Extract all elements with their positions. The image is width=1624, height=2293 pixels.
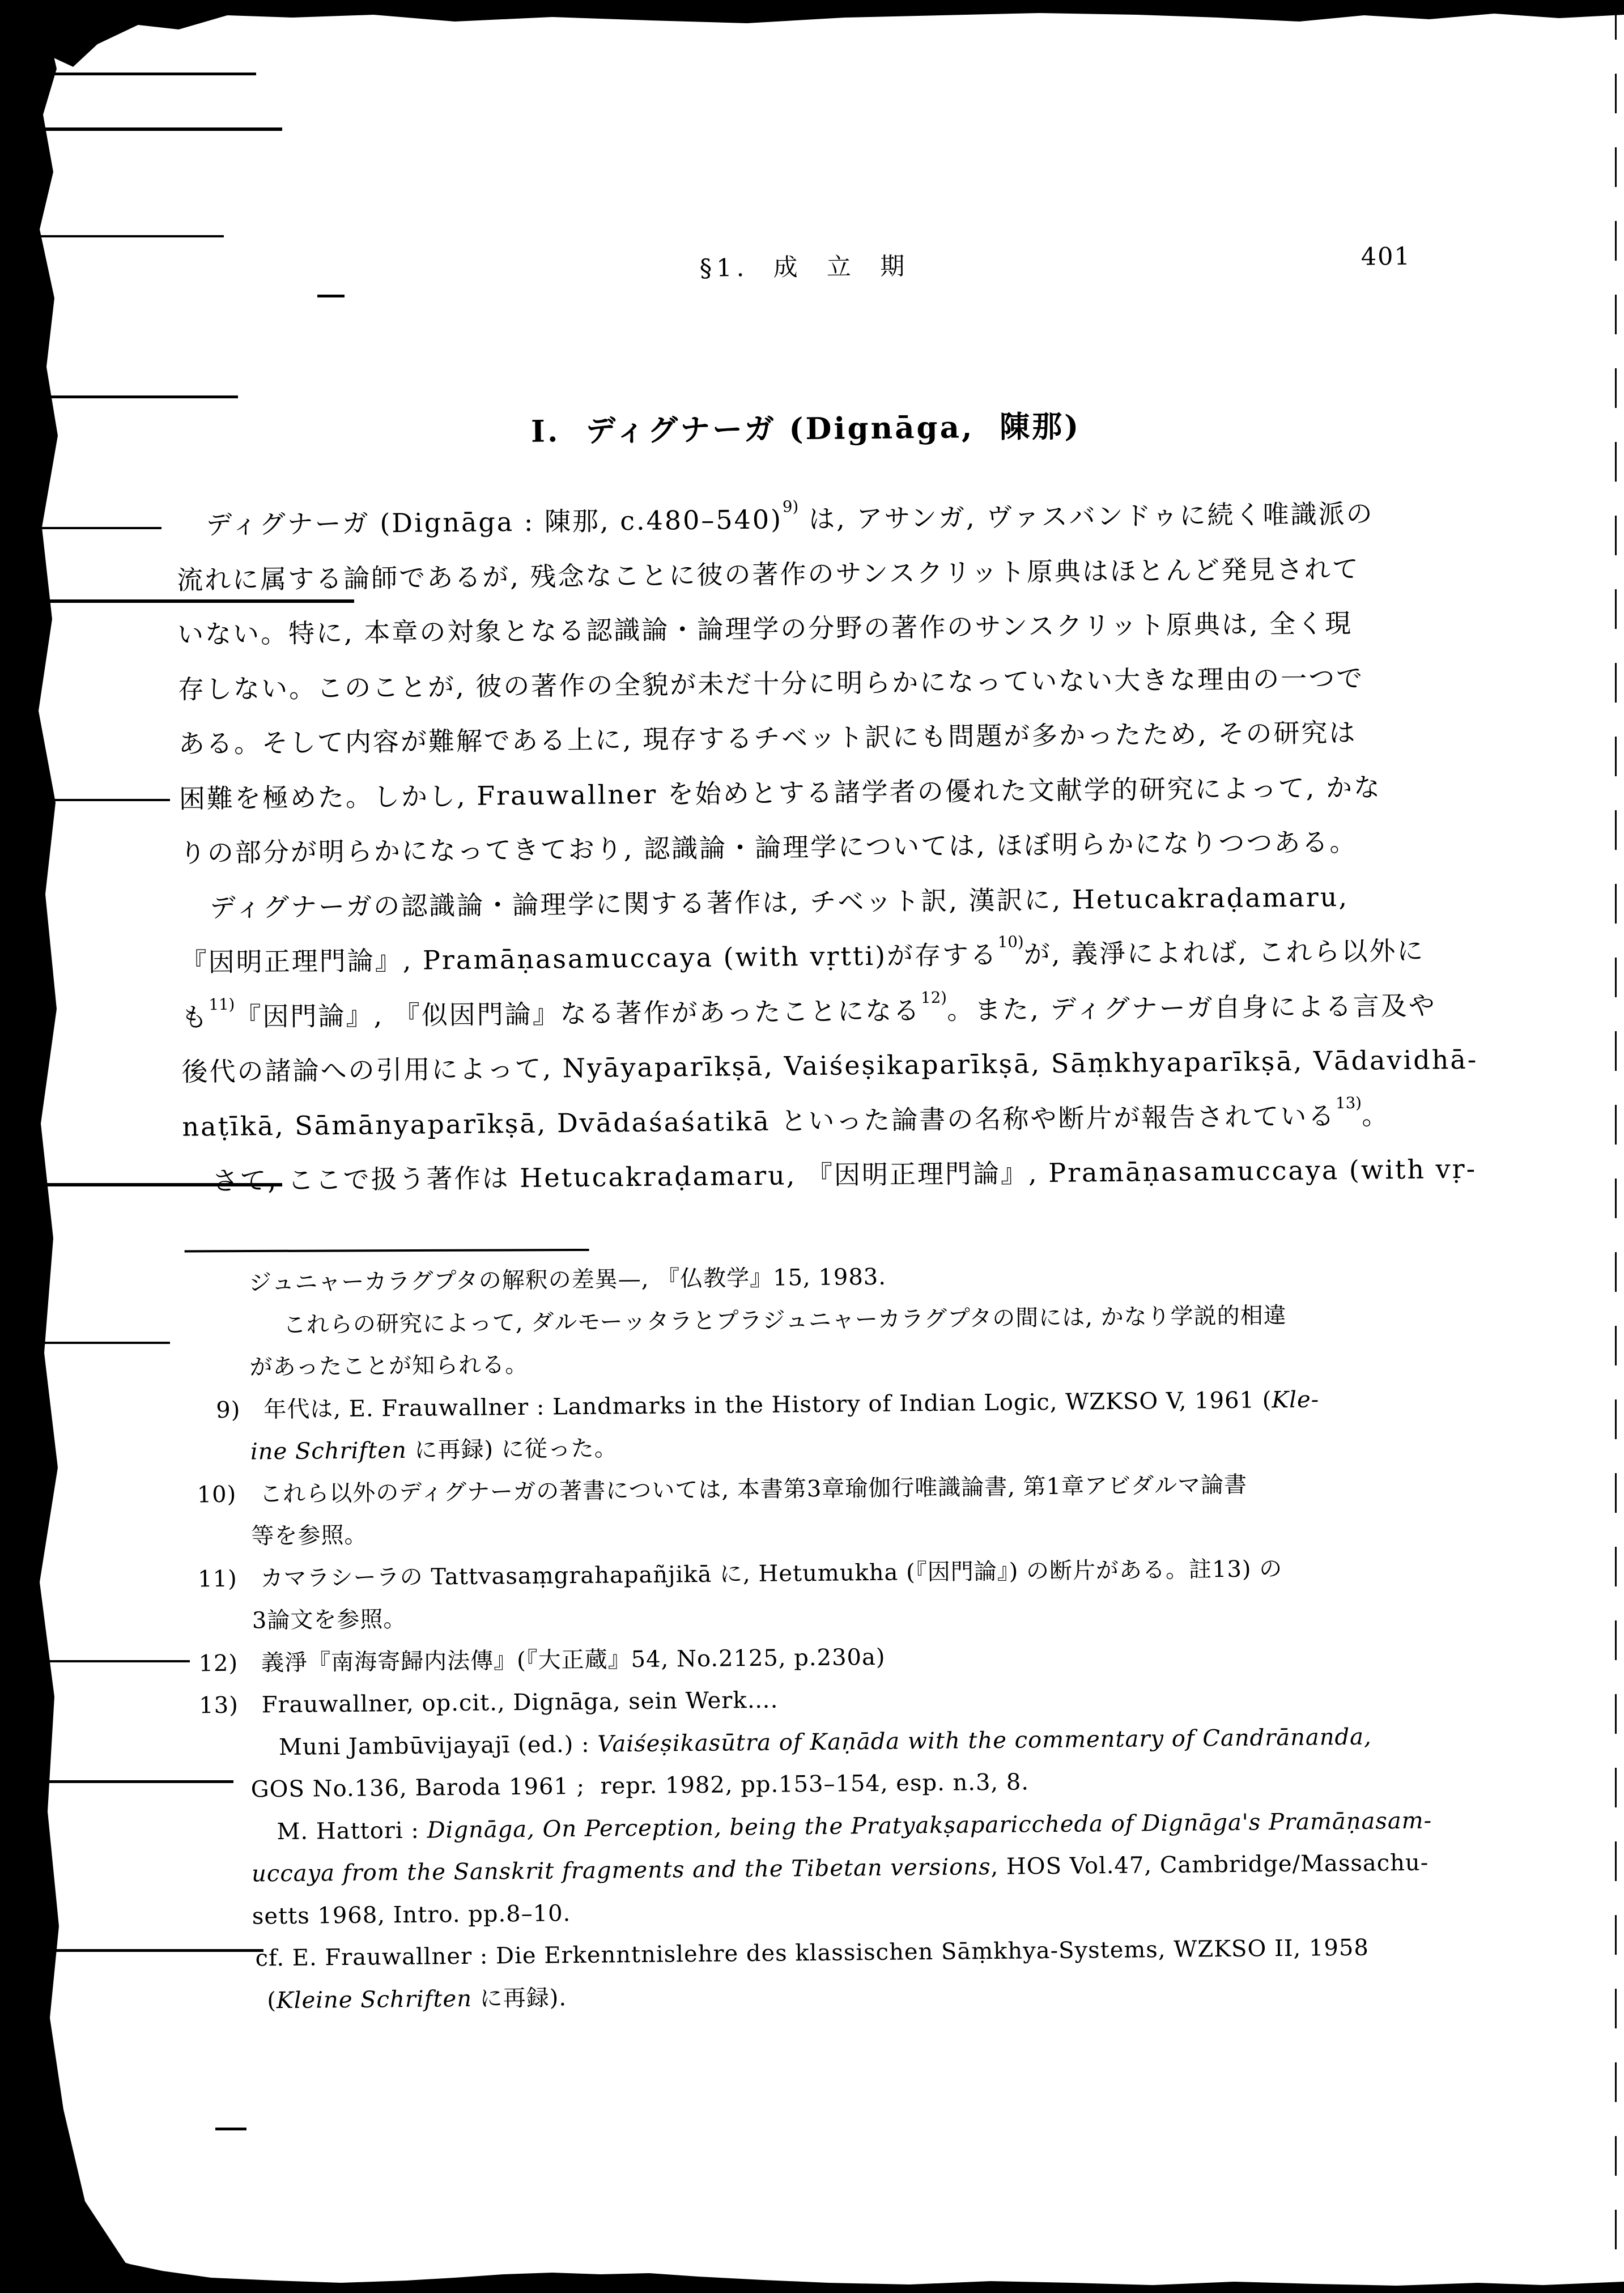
text-segment: ( <box>267 1987 277 2014</box>
text-segment: 存しない。このことが, 彼の著作の全貌が未だ十分に明らかになっていない大きな理由の一つで <box>177 662 1364 705</box>
text-segment: 11) カマラシーラの Tattvasaṃgrahapañjikā に, Hetumukha (『因門論』) の断片がある。註13) の <box>197 1555 1283 1592</box>
text-segment: 等を参照。 <box>251 1522 368 1550</box>
footnote-line <box>251 1769 1030 1802</box>
footnote-line <box>277 1807 1432 1845</box>
footnote-line <box>252 1900 571 1929</box>
body-line <box>177 609 1353 650</box>
footnote-line <box>283 1302 1287 1338</box>
italic-title: Kleine Schriften <box>276 1985 473 2014</box>
text-segment: GOS No.136, Baroda 1961 ; repr. 1982, pp.153–154, esp. n.3, 8. <box>250 1769 1030 1803</box>
text-segment: ジュニャーカラグプタの解釈の差異—, 『仏教学』15, 1983. <box>248 1264 887 1296</box>
body-line <box>177 554 1360 595</box>
scan-streak <box>0 1342 170 1344</box>
italic-title: ine Schriften <box>250 1437 407 1465</box>
page-content <box>172 0 1478 2293</box>
footnote-line <box>197 1471 1248 1508</box>
body-line <box>178 718 1357 759</box>
footnote-line <box>252 1606 407 1634</box>
body-line <box>181 1045 1478 1087</box>
text-segment: Muni Jambūvijayajī (ed.) : <box>278 1731 598 1760</box>
scan-streak <box>0 527 161 529</box>
footnote-line <box>251 1522 367 1550</box>
text-segment: ディグナーガの認識論・論理学に関する著作は, チベット訳, 漢訳に, Hetucakraḍamaru, <box>209 881 1349 923</box>
footnote-reference: 12) <box>920 988 947 1007</box>
body-line <box>178 663 1364 704</box>
text-segment: が, 義淨によれば, これら以外に <box>1023 935 1425 970</box>
footnote-separator-rule <box>185 1249 589 1252</box>
page-number: 401 <box>1361 242 1412 271</box>
text-segment: 。 <box>1361 1099 1390 1131</box>
text-segment: いない。特に, 本章の対象となる認識論・論理学の分野の著作のサンスクリット原典は, 全く現 <box>177 607 1353 650</box>
footnote-line <box>198 1556 1283 1592</box>
footnote-line <box>255 1935 1369 1972</box>
text-segment: ディグナーガ (Dignāga : 陳那, c.480–540) <box>206 504 783 541</box>
text-segment: は, アサンガ, ヴァスバンドゥに続く唯識派の <box>798 498 1374 535</box>
text-segment: も <box>181 1001 209 1033</box>
footnote-reference: 9) <box>782 497 799 516</box>
text-segment: これらの研究によって, ダルモーッタラとプラジュニャーカラグプタの間には, かなり学説的相違 <box>283 1302 1287 1338</box>
body-line <box>182 1093 1390 1142</box>
body-line <box>179 772 1382 814</box>
footnote-line <box>267 1985 567 2014</box>
footnote-line <box>252 1850 1429 1887</box>
text-segment: があったことが知られる。 <box>249 1351 529 1381</box>
scan-streak <box>0 799 170 801</box>
footnote-line <box>198 1644 885 1677</box>
text-segment: 9) 年代は, E. Frauwallner : Landmarks in the History of Indian Logic, WZKSO V, 1961 ( <box>216 1386 1272 1423</box>
text-segment: に再録) に従った。 <box>406 1435 618 1464</box>
body-line <box>210 882 1349 922</box>
section-title: I. ディグナーガ (Dignāga, 陳那) <box>530 409 1081 449</box>
text-segment: , HOS Vol.47, Cambridge/Massachu- <box>990 1849 1429 1881</box>
text-segment: cf. E. Frauwallner : Die Erkenntnislehre des klassischen Sāṃkhya-Systems, WZKSO II, 1958 <box>255 1934 1369 1972</box>
footnote-line <box>216 1386 1319 1423</box>
footnote-reference: 10) <box>997 932 1024 952</box>
text-segment: 『因明正理門論』, Pramāṇasamuccaya (with vṛtti)が存する <box>180 939 998 978</box>
text-segment: に再録). <box>471 1984 567 2012</box>
scan-artifact-right-edge <box>1615 0 1617 2293</box>
text-segment: naṭīkā, Sāmānyaparīkṣā, Dvādaśaśatikā といった論書の名称や断片が報告されている <box>182 1100 1336 1142</box>
text-segment: 。また, ディグナーガ自身による言及や <box>946 989 1437 1026</box>
text-segment: 13) Frauwallner, op.cit., Dignāga, sein Werk…. <box>199 1687 779 1719</box>
body-line <box>206 499 1374 540</box>
text-segment: 12) 義淨『南海寄歸内法傳』(『大正蔵』54, No.2125, p.230a) <box>198 1644 886 1677</box>
text-segment: 後代の諸論への引用によって, Nyāyaparīkṣā, Vaiśeṣikaparīkṣā, Sāṃkhyaparīkṣā, Vādavidhā- <box>181 1044 1478 1087</box>
italic-title: Kle- <box>1272 1386 1320 1413</box>
text-segment: 『因門論』, 『似因門論』なる著作があったことになる <box>235 994 921 1032</box>
footnote-line <box>249 1264 886 1296</box>
footnote-reference: 13) <box>1335 1093 1362 1112</box>
text-segment: M. Hattori : <box>277 1817 427 1845</box>
footnote-line <box>279 1724 1372 1760</box>
italic-title: Dignāga, On Perception, being the Pratyakṣapariccheda of Dignāga's Pramāṇasam- <box>427 1807 1432 1844</box>
body-line <box>181 990 1436 1032</box>
text-segment: ある。そして内容が難解である上に, 現存するチベット訳にも問題が多かったため, その研究は <box>178 717 1357 759</box>
footnote-line <box>249 1352 528 1381</box>
text-segment: setts 1968, Intro. pp.8–10. <box>252 1900 571 1930</box>
italic-title: Vaiśeṣikasūtra of Kaṇāda with the commentary of Candrānanda, <box>597 1724 1372 1758</box>
body-line <box>212 1154 1477 1196</box>
footnote-line <box>250 1435 618 1465</box>
running-head: §1. 成 立 期 <box>699 252 909 283</box>
text-segment: りの部分が明らかになってきており, 認識論・論理学については, ほぼ明らかになりつつある。 <box>179 826 1358 869</box>
text-segment: 3論文を参照。 <box>252 1606 407 1634</box>
text-segment: 10) これら以外のディグナーガの著書については, 本書第3章瑜伽行唯識論書, 第1章アビダルマ論書 <box>197 1471 1248 1508</box>
body-line <box>180 827 1358 869</box>
text-segment: 困難を極めた。しかし, Frauwallner を始めとする諸学者の優れた文献学的研究によって, かな <box>178 771 1382 814</box>
text-segment: 流れに属する論師であるが, 残念なことに彼の著作のサンスクリット原典はほとんど発見されて <box>176 553 1361 595</box>
italic-title: uccaya from the Sanskrit fragments and the Tibetan versions <box>251 1854 991 1887</box>
body-line <box>180 932 1425 978</box>
footnote-line <box>199 1687 778 1719</box>
footnote-reference: 11) <box>209 994 235 1014</box>
text-segment: さて, ここで扱う著作は Hetucakraḍamaru, 『因明正理門論』, Pramāṇasamuccaya (with vṛ- <box>212 1153 1477 1197</box>
scan-streak <box>0 1660 190 1662</box>
